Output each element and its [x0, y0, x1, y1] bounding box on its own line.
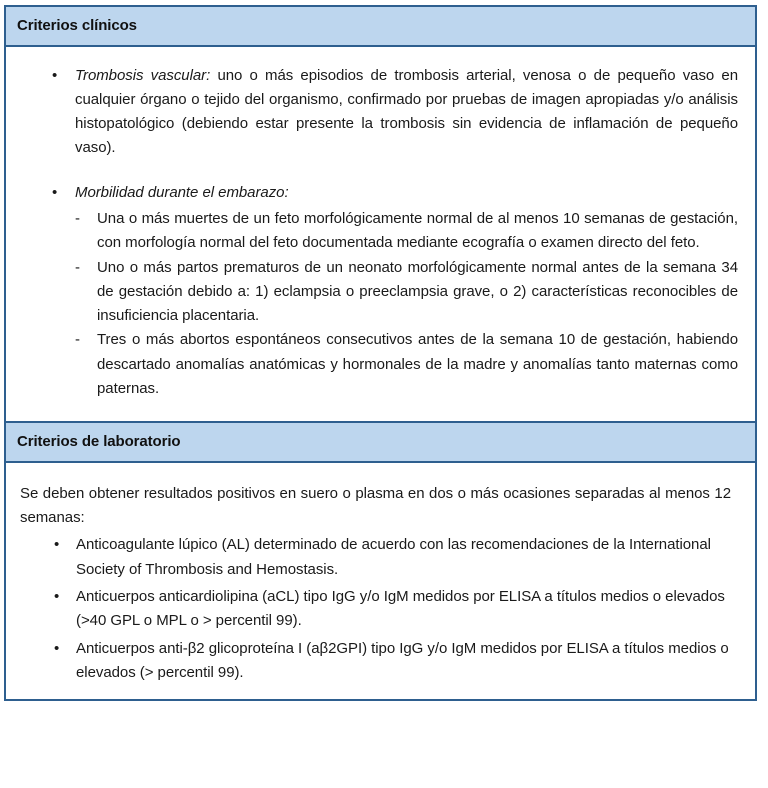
list-item — [20, 637, 741, 686]
bullet-dot-icon: • — [54, 536, 60, 554]
bullet-body-text: uno o más episodios de trombosis arterial, venosa o de pequeño vaso en cualquier órgano o tejido del organismo, confirmado por pruebas de imagen apropiadas y/o análisis histopatológico (debiendo estar presente la trombosis sin evidencia de inflamación de pequeño vaso). — [75, 66, 739, 157]
list-item — [20, 533, 741, 582]
bullet-dot-icon: • — [52, 183, 58, 201]
pregnancy-morbidity-sublist — [75, 207, 738, 401]
bullet-body-text: Anticuerpos anticardiolipina (aCL) tipo IgG y/o IgM medidos por ELISA a títulos medios o elevados (>40 GPL o MPL o > percentil 99). — [76, 588, 725, 630]
section-body-clinical — [6, 47, 755, 422]
section-body-laboratory — [6, 463, 755, 699]
list-item — [23, 64, 738, 161]
bullet-dot-icon: • — [52, 66, 58, 84]
dash-bullet-icon: - — [75, 331, 80, 349]
list-item — [23, 181, 738, 402]
dash-bullet-icon: - — [75, 258, 80, 276]
bullet-dot-icon: • — [54, 639, 60, 657]
sub-item-text: Una o más muertes de un feto morfológicamente normal de al menos 10 semanas de gestación, con morfología normal del feto documentada mediante ecografía o examen directo del feto. — [97, 209, 738, 252]
bullet-body-text: Anticoagulante lúpico (AL) determinado de acuerdo con las recomendaciones de la International Society of Thrombosis and Hemostasis. — [76, 536, 711, 578]
clinical-bullet-list — [23, 64, 738, 402]
list-item — [75, 207, 738, 256]
section-header-laboratory: Criterios de laboratorio — [6, 421, 755, 463]
bullet-lead-in: Trombosis vascular: — [75, 66, 211, 84]
list-item — [20, 585, 741, 634]
list-item — [75, 328, 738, 401]
laboratory-bullet-list — [20, 533, 741, 685]
bullet-body-text: Anticuerpos anti-β2 glicoproteína I (aβ2GPI) tipo IgG y/o IgM medidos por ELISA a títulos medios o elevados (> percentil 99). — [76, 639, 729, 681]
list-item — [75, 256, 738, 329]
sub-item-text: Tres o más abortos espontáneos consecutivos antes de la semana 10 de gestación, habiendo descartado anomalías anatómicas y hormonales de la madre y anomalías tanto maternas como paternas. — [97, 331, 738, 398]
dash-bullet-icon: - — [75, 209, 80, 227]
section-header-clinical: Criterios clínicos — [6, 7, 755, 47]
sub-item-text: Uno o más partos prematuros de un neonato morfológicamente normal antes de la semana 34 de gestación debido a: 1) eclampsia o preeclampsia grave, o 2) características reconocibles de insuficiencia placentaria. — [97, 258, 738, 325]
laboratory-intro-paragraph: Se deben obtener resultados positivos en suero o plasma en dos o más ocasiones separadas al menos 12 semanas: — [20, 484, 731, 527]
bullet-dot-icon: • — [54, 588, 60, 606]
bullet-lead-in: Morbilidad durante el embarazo: — [75, 183, 289, 201]
criteria-table — [4, 5, 757, 701]
